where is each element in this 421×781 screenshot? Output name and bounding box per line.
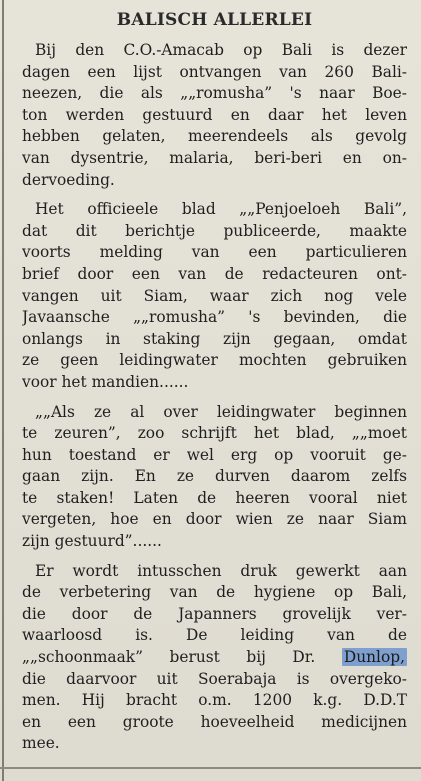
paragraph-4 [22,561,407,755]
paragraph-line: onlangs in staking zijn gegaan, omdat [22,329,407,348]
paragraph-line: vangen uit Siam, waar zich nog vele [22,286,407,305]
paragraph-1 [22,40,407,191]
paragraph-line: mee. [22,734,60,753]
paragraph-line: te zeuren”, zoo schrijft het blad, „„moet [22,424,407,443]
paragraph-line: gaan zijn. En ze durven daarom zelfs [22,467,407,486]
article-title: BALISCH ALLERLEI [116,10,313,30]
paragraph-line: vergeten, hoe en door wien ze naar Siam [22,510,407,529]
paragraph-line: dat dit berichtje publiceerde, maakte [22,221,407,240]
paragraph-line: dagen een lijst ontvangen van 260 Bali- [22,62,407,81]
paragraph-line: voor het mandien...... [22,372,189,391]
paragraph-line-with-highlight [22,647,407,669]
paragraph-line: ton werden gestuurd en daar het leven [22,105,407,124]
paragraph-line: de verbetering van de hygiene op Bali, [22,583,407,602]
paragraph-line: van dysentrie, malaria, beri-beri en on- [22,148,407,167]
paragraph-line: zijn gestuurd”...... [22,532,162,551]
highlighted-word[interactable]: Dunlop, [343,648,405,667]
paragraph-line: hebben gelaten, meerendeels als gevolg [22,127,407,146]
column-rule-bottom [0,767,421,769]
paragraph-2 [22,199,407,393]
paragraph-line: men. Hij bracht o.m. 1200 k.g. D.D.T [22,691,407,710]
paragraph-line: Javaansche „„romusha” 's bevinden, die [22,308,407,327]
paragraph-line: ze geen leidingwater mochten gebruiken [22,351,407,370]
paragraph-line: die daarvoor uit Soerabaja is overgeko- [22,669,407,688]
paragraph-line: te staken! Laten de heeren vooral niet [22,488,407,507]
paragraph-line: waarloosd is. De leiding van de [22,626,407,645]
paragraph-line: voorts melding van een particulieren [22,243,407,262]
paragraph-line: Het officieele blad „„Penjoeloeh Bali”, [35,200,407,219]
paragraph-line: Bij den C.O.-Amacab op Bali is dezer [35,41,407,59]
paragraph-line: „„Als ze al over leidingwater beginnen [35,402,407,421]
article [22,10,407,763]
paragraph-line: dervoeding. [22,170,115,189]
paragraph-line: brief door een van de redacteuren ont- [22,264,407,283]
paragraph-line-text: „„schoonmaak” berust bij Dr. [22,648,316,667]
paragraph-line: en een groote hoeveelheid medicijnen [22,712,407,731]
paragraph-line: die door de Japanners grovelijk ver- [22,604,407,623]
paragraph-line: Er wordt intusschen druk gewerkt aan [35,561,407,580]
paragraph-line: hun toestand er wel erg op vooruit ge- [22,445,407,464]
paragraph-line: neezen, die als „„romusha” 's naar Boe- [22,84,407,103]
paragraph-3 [22,402,407,553]
column-rule-left [2,0,4,781]
